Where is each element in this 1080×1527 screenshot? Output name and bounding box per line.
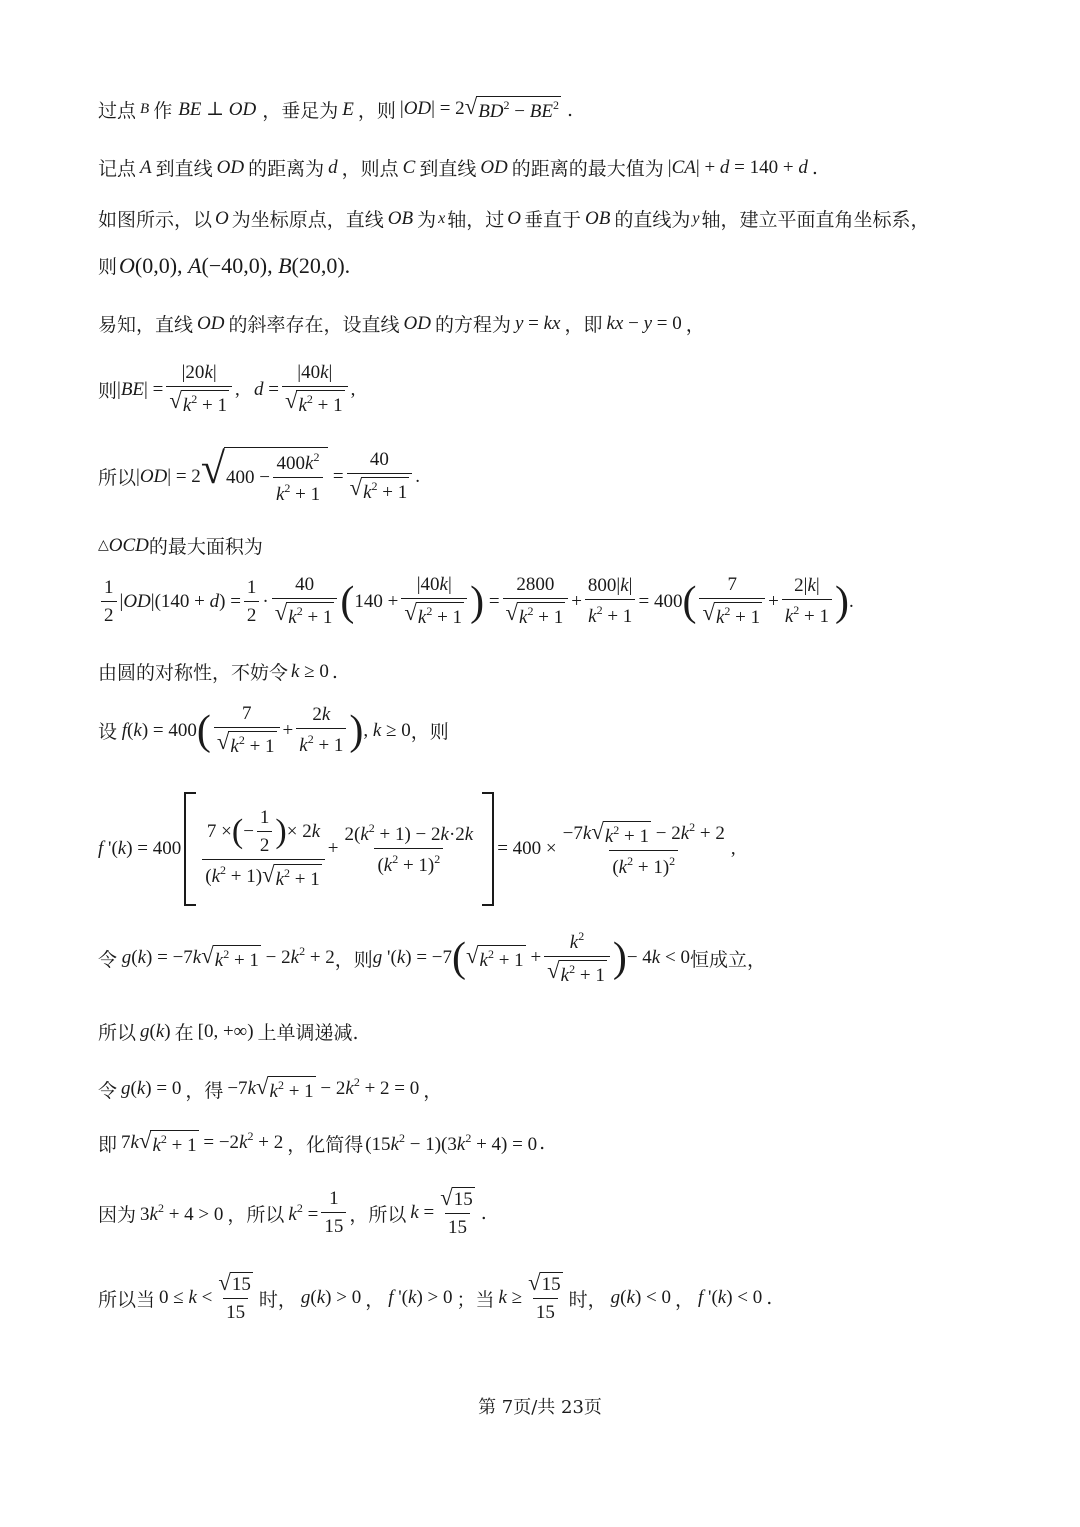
text: ，则点 <box>341 158 399 180</box>
line-13: 令 g(k) = −7k √ $k^2 + 1$ − $2k^2 + 2$ ，则 g '(k) = −7 ( √ $k^2 + 1$ + $k^2$ √ $k^2 + 1$ ) − 4k < 0 恒成立， <box>98 929 766 986</box>
line-7: 所以 |OD| = 2 √ 400 − $\frac{400k^2}{k^2 + 1}$ = 40 √ $k^2 + 1$ . <box>98 444 420 505</box>
line-1: 过点 B 作 BE ⊥ OD ，垂足为 E ，则 |OD| = 2 √ $BD^2 - BE^2$ . <box>98 94 574 122</box>
text: 到直线 <box>155 158 213 180</box>
text: 在 <box>174 1022 194 1044</box>
text: 记点 <box>98 158 137 180</box>
text: 时， <box>568 1288 607 1311</box>
text: 易知，直线 <box>98 314 194 336</box>
text: 到直线 <box>419 158 477 180</box>
text: ， <box>365 1288 385 1311</box>
text: 则 <box>98 256 118 278</box>
line-10: 由圆的对称性，不妨令 k ≥ 0 . <box>98 658 338 685</box>
text: 的最大面积为 <box>148 536 263 558</box>
text: ，则 <box>334 948 373 971</box>
text: . <box>566 98 574 121</box>
page-footer: 第 7页/共 23页 <box>478 1397 602 1418</box>
text: 的距离的最大值为 <box>511 158 664 180</box>
line-5: 易知，直线 OD 的斜率存在，设直线 OD 的方程为 y = kx ，即 kx − y = 0 ， <box>98 310 705 337</box>
text: 时， <box>258 1288 297 1311</box>
text: 则 <box>98 380 118 402</box>
text: ， <box>423 1079 443 1102</box>
text: 作 <box>153 100 173 122</box>
text: 如图所示，以 <box>98 209 213 231</box>
line-2: 记点 A 到直线 OD 的距离为 d ，则点 C 到直线 OD 的距离的最大值为 |CA| + d = 140 + d . <box>98 154 818 181</box>
line-16: 即 7k √ $k^2 + 1$ = $-2k^2 + 2$ ，化简得 $(15k^2 - 1)(3k^2 + 4) = 0$ . <box>98 1128 546 1156</box>
text: 轴，过 <box>447 209 505 231</box>
text: ，则 <box>357 100 396 122</box>
text: 由圆的对称性，不妨令 <box>98 662 289 684</box>
text: 为坐标原点，直线 <box>231 209 384 231</box>
line-15: 令 g(k) = 0 ，得 −7k √ $k^2 + 1$ − $2k^2 + 2 = 0$ ， <box>98 1074 443 1102</box>
text: . <box>480 1202 487 1224</box>
text: ，即 <box>564 314 603 336</box>
line-3: 如图所示，以 O 为坐标原点，直线 OB 为 x 轴，过 O 垂直于 OB 的直线为 y 轴，建立平面直角坐标系， <box>98 205 929 232</box>
text: 令 <box>98 948 118 971</box>
text: ，则 <box>410 721 449 743</box>
line-17: 因为 $3k^2 + 4 > 0$ ，所以 $k^2$ = $\frac{1}{15}$ ，所以 k = √ 15 15 . <box>98 1185 487 1238</box>
line-11: 设 f(k) = 400 ( 7 √ $k^2 + 1$ + $\frac{2k}{k^2 + 1}$ ) , k ≥ 0 ，则 <box>98 703 449 757</box>
text: ， <box>685 314 705 336</box>
text: 轴，建立平面直角坐标系， <box>701 209 930 231</box>
text: 为 <box>417 209 437 231</box>
line-18: 所以当 0 ≤ k < √ 15 15 时， g(k) > 0 ， f '(k) > 0 ；当 k ≥ √ 15 15 时， g(k) < 0 ， f '(k) < 0 . <box>98 1270 773 1323</box>
line-6: 则 |BE| = |20k| √ $k^2 + 1$ , d = |40k| √ $k^2 + 1$ , <box>98 362 356 416</box>
text: 因为 <box>98 1203 137 1226</box>
text: ，垂足为 <box>262 100 339 122</box>
text: 上单调递减. <box>257 1022 359 1044</box>
line-8: △ OCD 的最大面积为 <box>98 532 263 559</box>
line-12-derivative: f '(k) = 400 7 × ( − $\frac{1}{2}$ ) × 2 k $(k^2 + 1)$ √ $k^2 + 1$ + $\frac{2(k^2 + 1) - 2k\cdot 2k}{(k^2 + 1)^2}$ = 400 × −7k √ $k^2 + 1$ − $2k^2 + 2$ $(k^2 + 1)^2$ , <box>98 792 736 906</box>
line-4: 则 O(0,0), A(−40,0), B(20,0). <box>98 252 351 278</box>
text: 垂直于 <box>523 209 581 231</box>
text: 恒成立， <box>689 948 766 971</box>
text: ，所以 <box>227 1203 285 1226</box>
text: 的直线为 <box>614 209 691 231</box>
text: ， <box>674 1288 694 1311</box>
text: 的方程为 <box>434 314 511 336</box>
line-9-area-formula: $\frac{1}{2}$ |OD|(140 + d) = $\frac{1}{2}$ · 40 √ $k^2 + 1$ ( 140 + |40k| √ $k^2 + 1$ ) = 2800 √ $k^2 + 1$ + $\frac{800|k|}{k^2 + 1}$ = 400 ( 7 √ $k^2 + 1$ + $\frac{2|k|}{k^2 + 1}$ ) . <box>98 574 854 629</box>
text: ，得 <box>185 1079 224 1102</box>
text: ，化简得 <box>287 1133 364 1156</box>
text: . <box>766 1287 773 1309</box>
text: 令 <box>98 1079 118 1102</box>
text: 的斜率存在，设直线 <box>228 314 400 336</box>
text: . <box>811 156 818 179</box>
text: 过点 <box>98 100 137 122</box>
text: . <box>331 660 338 683</box>
text: ；当 <box>456 1288 495 1311</box>
text: 设 <box>98 721 118 743</box>
text: 即 <box>98 1133 118 1156</box>
text: . <box>539 1132 546 1154</box>
text: ，所以 <box>349 1203 407 1226</box>
text: 所以当 <box>98 1288 156 1311</box>
text: 的距离为 <box>248 158 325 180</box>
text: 所以 <box>98 467 137 489</box>
text: 所以 <box>98 1022 137 1044</box>
line-14: 所以 g(k) 在 [0, +∞) 上单调递减. <box>98 1018 359 1045</box>
